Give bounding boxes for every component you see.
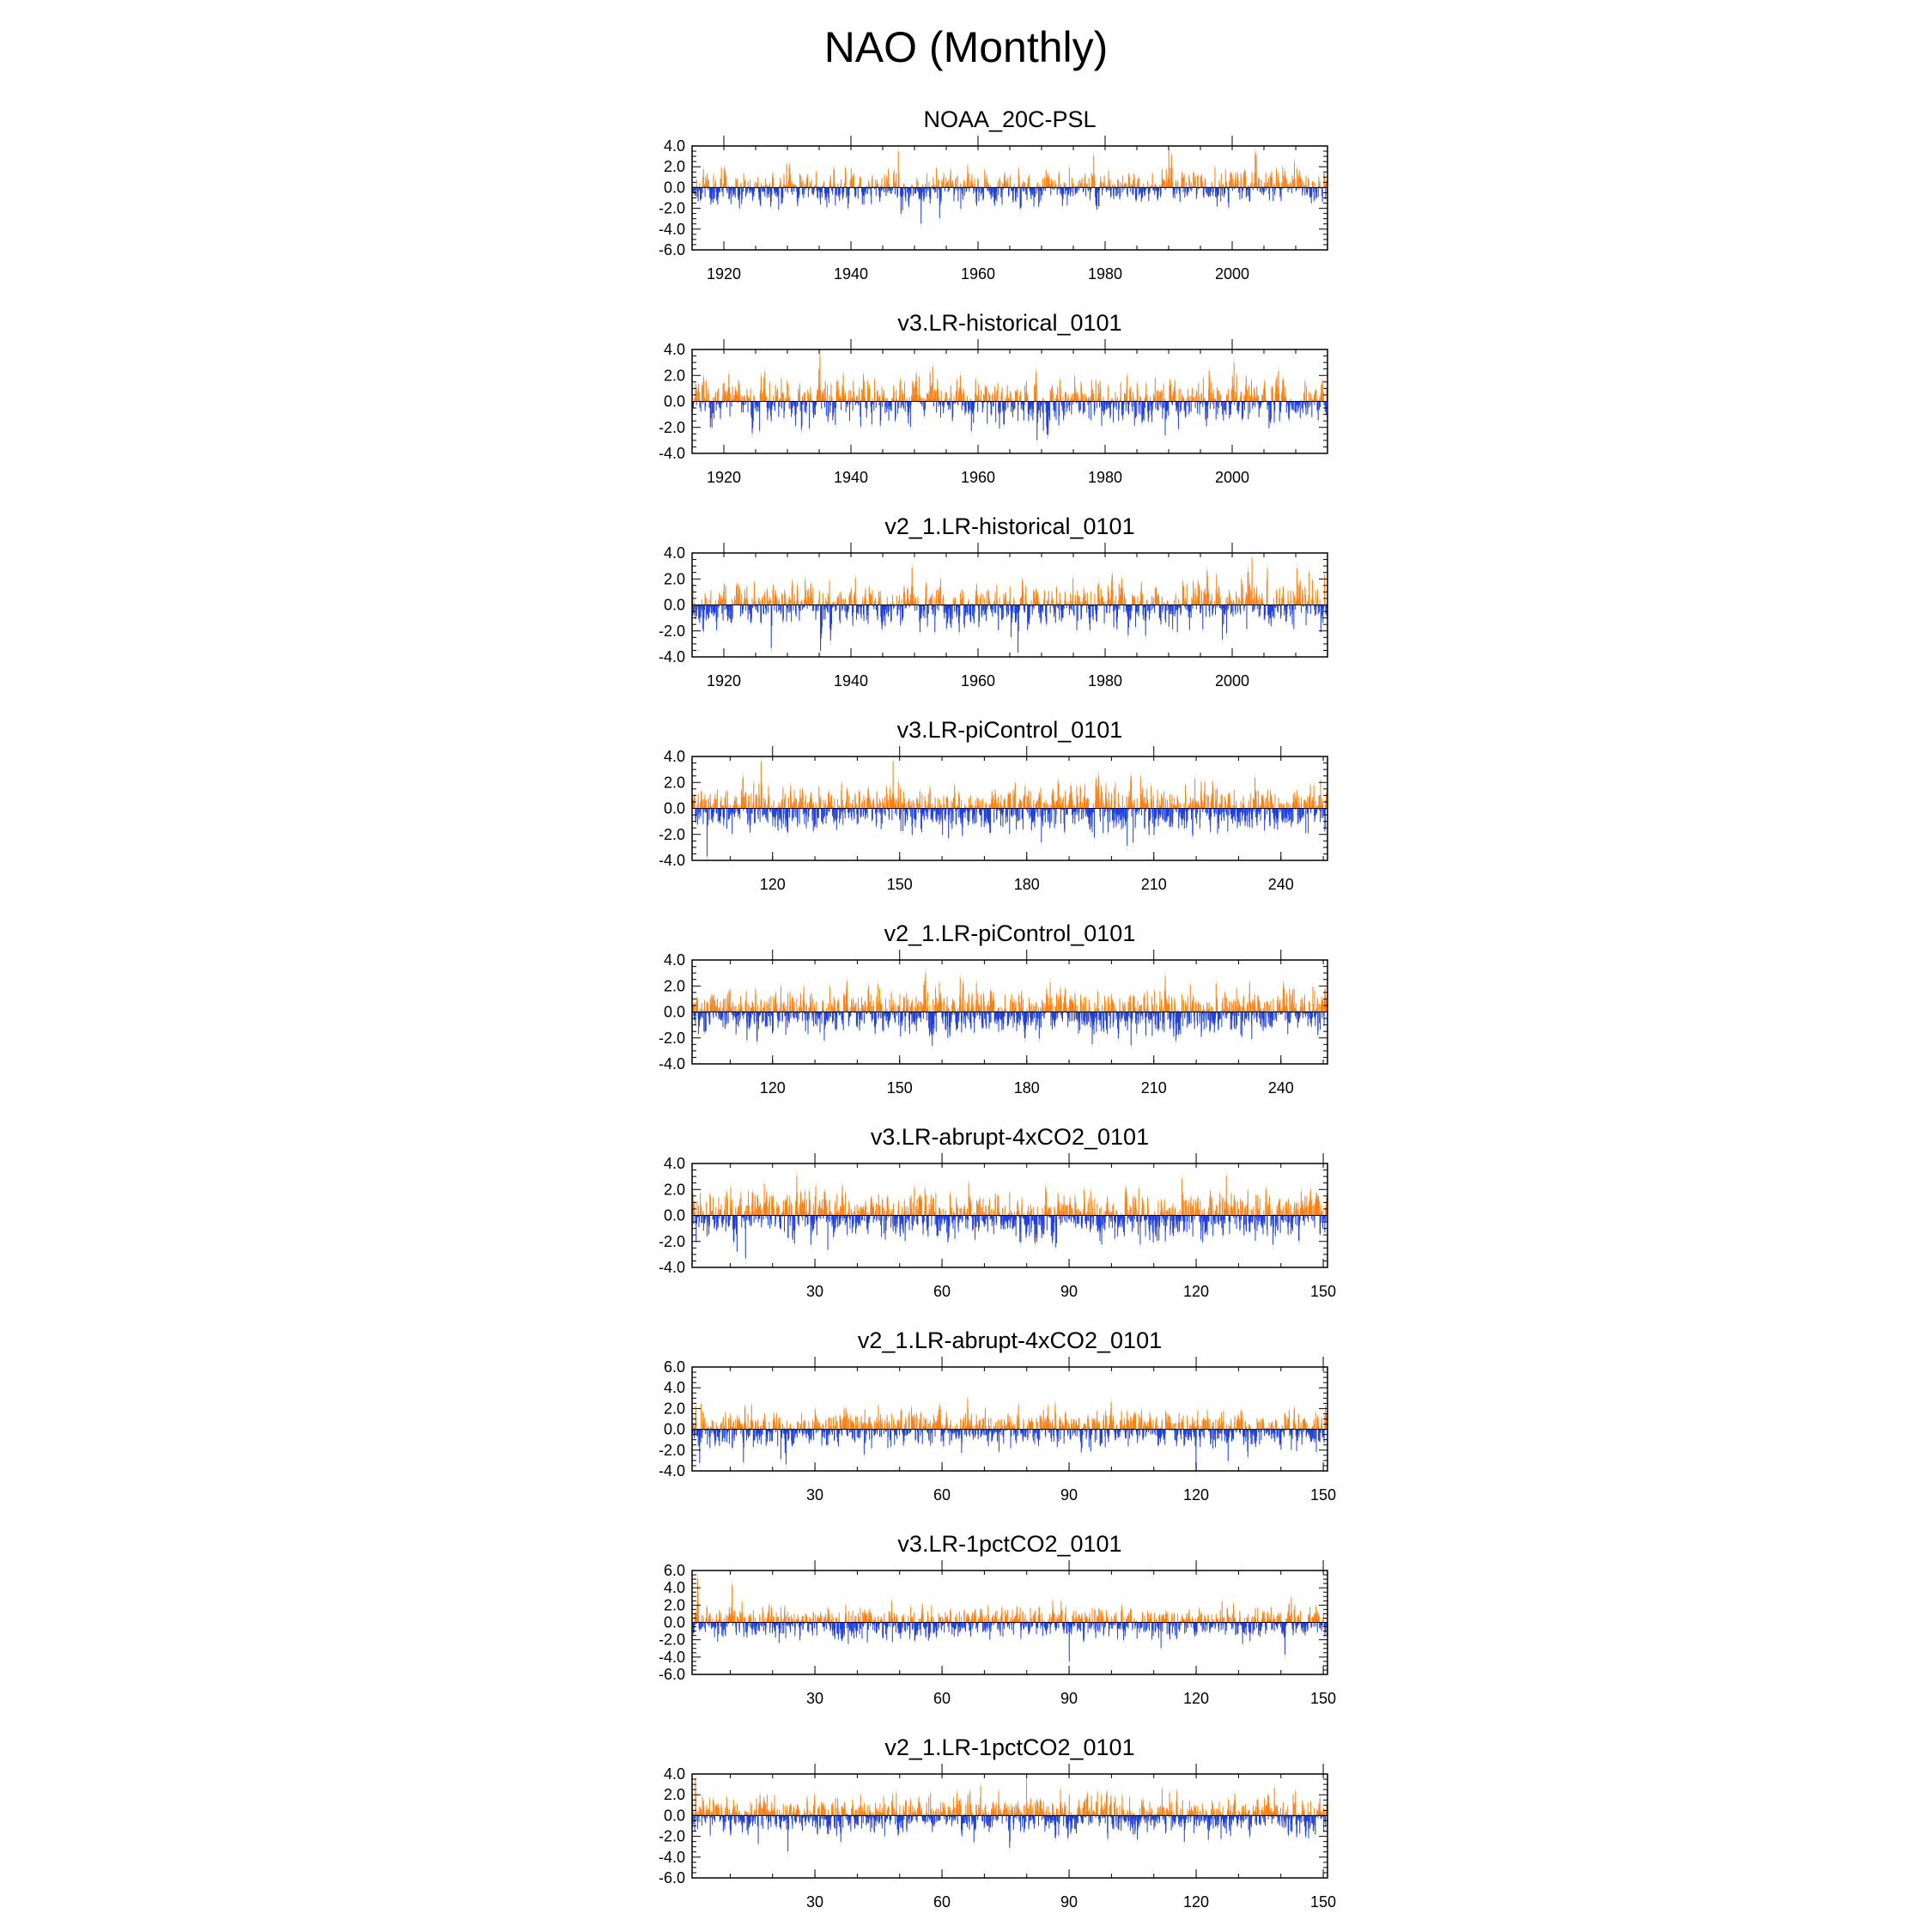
x-tick-label: 1940 [833,672,869,690]
chart-panel [659,106,1327,283]
chart-panel [659,513,1327,690]
y-tick-label: 0.0 [663,392,685,410]
panel-title: v2_1.LR-historical_0101 [884,513,1135,539]
x-tick-label: 2000 [1214,265,1250,283]
panel-title: NOAA_20C-PSL [923,106,1097,132]
y-tick-label: 2.0 [663,158,685,176]
x-tick-label: 1940 [833,469,869,486]
y-tick-label: -4.0 [658,220,685,238]
y-tick-label: -2.0 [658,418,685,436]
chart-panel [659,310,1327,486]
x-tick-label: 1960 [960,265,996,283]
y-tick-label: 4.0 [663,544,685,562]
y-tick-label: -6.0 [658,241,685,258]
plot-frame [692,146,1327,250]
panel-title: v3.LR-historical_0101 [897,310,1122,336]
x-tick-label: 1920 [706,265,742,283]
x-tick-label: 1920 [706,672,742,690]
figure-title: NAO (Monthly) [823,23,1109,71]
y-tick-label: 2.0 [663,570,685,588]
y-tick-label: 2.0 [663,367,685,385]
y-tick-label: 4.0 [663,341,685,358]
y-tick-label: 0.0 [663,179,685,197]
chart-panel [659,717,1327,893]
x-tick-label: 2000 [1214,469,1250,486]
y-tick-label: -4.0 [658,445,685,462]
x-tick-label: 1920 [706,469,742,486]
panel-title: v3.LR-piControl_0101 [896,717,1123,743]
y-tick-label: -2.0 [658,199,685,217]
x-tick-label: 1980 [1087,672,1123,690]
x-tick-label: 1980 [1087,469,1123,486]
y-tick-label: -4.0 [658,648,685,665]
y-tick-label: -2.0 [658,622,685,640]
x-tick-label: 1960 [960,469,996,486]
x-tick-label: 1980 [1087,265,1123,283]
y-tick-label: 0.0 [663,596,685,614]
x-tick-label: 2000 [1214,672,1250,690]
x-tick-label: 1940 [833,265,869,283]
y-tick-label: 4.0 [663,137,685,155]
x-tick-label: 1960 [960,672,996,690]
